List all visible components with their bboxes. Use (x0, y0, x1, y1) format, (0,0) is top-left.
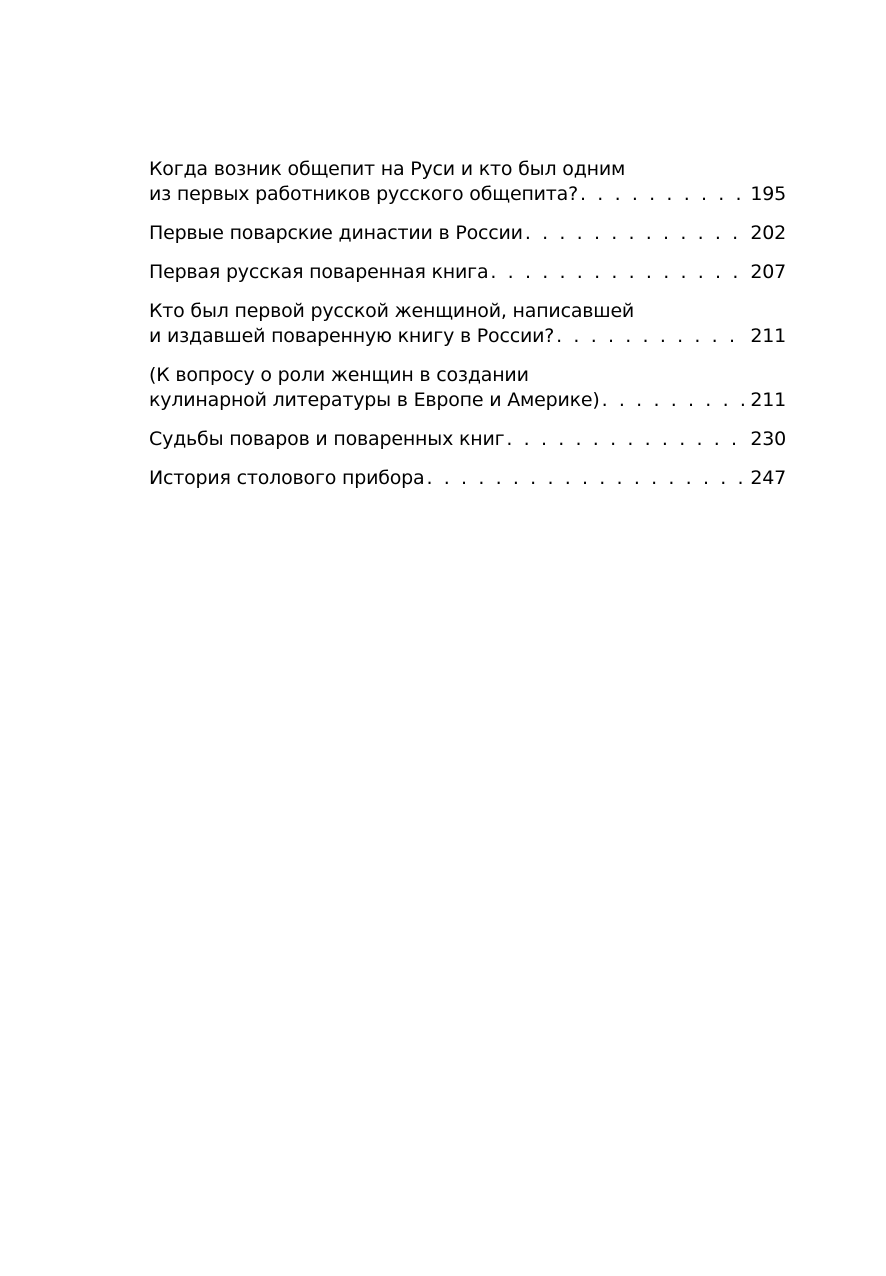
toc-entry-title-line: Когда возник общепит на Руси и кто был одним (149, 158, 626, 180)
toc-entry-title: кулинарной литературы в Европе и Америке) (149, 389, 600, 411)
dot-leader (602, 388, 749, 413)
toc-entry-title: из первых работников русского общепита? (149, 183, 579, 205)
dot-leader (490, 260, 748, 285)
table-of-contents (149, 157, 786, 491)
toc-page-number: 211 (750, 325, 786, 347)
toc-page-number: 202 (750, 222, 786, 244)
toc-entry-last-line (149, 221, 786, 246)
toc-page-number: 195 (750, 183, 786, 205)
toc-entry-title: и издавшей поваренную книгу в России? (149, 325, 555, 347)
toc-entry-obshchepit[interactable] (149, 157, 786, 207)
toc-entry-title: Первые поварские династии в России (149, 222, 523, 244)
toc-entry-last-line (149, 260, 786, 285)
dot-leader (426, 466, 748, 491)
toc-entry-last-line (149, 427, 786, 452)
dot-leader (580, 182, 748, 207)
toc-entry-pervaya-zhenshchina[interactable] (149, 299, 786, 349)
toc-entry-pervaya-kniga[interactable] (149, 260, 786, 285)
dot-leader (506, 427, 748, 452)
toc-page-number: 207 (750, 261, 786, 283)
toc-entry-dinastii[interactable] (149, 221, 786, 246)
toc-page-number: 247 (750, 467, 786, 489)
toc-entry-title: Первая русская поваренная книга (149, 261, 489, 283)
toc-entry-last-line (149, 388, 786, 413)
toc-entry-title: История столового прибора (149, 467, 425, 489)
toc-entry-title-line: (К вопросу о роли женщин в создании (149, 364, 529, 386)
toc-entry-last-line (149, 324, 786, 349)
toc-entry-rol-zhenshchin[interactable] (149, 363, 786, 413)
toc-page-number: 230 (750, 428, 786, 450)
toc-entry-stolovyi-pribor[interactable] (149, 466, 786, 491)
toc-page-number: 211 (750, 389, 786, 411)
toc-entry-last-line (149, 466, 786, 491)
dot-leader (556, 324, 748, 349)
toc-entry-title: Судьбы поваров и поваренных книг (149, 428, 505, 450)
toc-entry-title-line: Кто был первой русской женщиной, написавшей (149, 300, 635, 322)
dot-leader (525, 221, 749, 246)
toc-entry-sudby-povarov[interactable] (149, 427, 786, 452)
toc-entry-last-line (149, 182, 786, 207)
